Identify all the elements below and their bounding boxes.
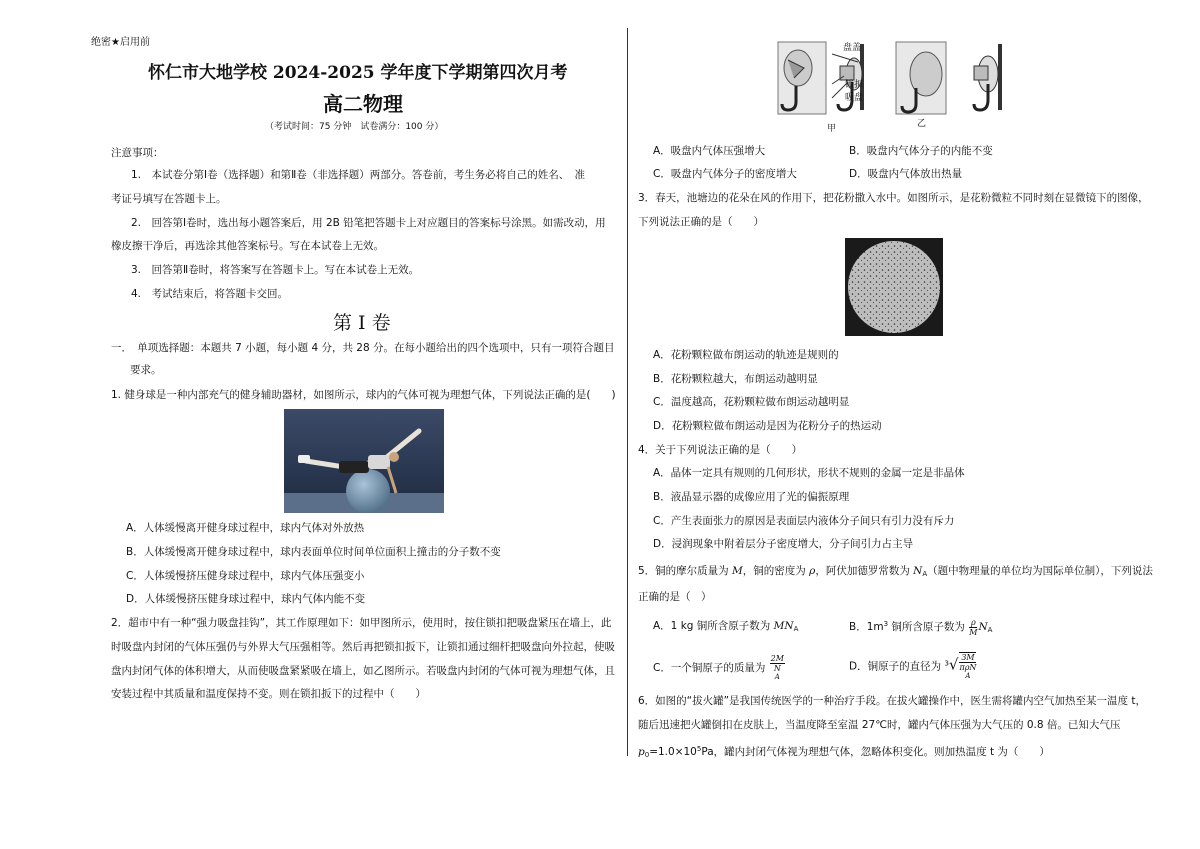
q2-stem-line: 安装过程中其质量和温度保持不变。则在锁扣扳下的过程中（ ） bbox=[111, 688, 426, 700]
q5-stem-line1: 5．铜的摩尔质量为 M，铜的密度为 ρ，阿伏加德罗常数为 $N_A$（题中物理量的单位均为国际单位制），下列说法 bbox=[638, 565, 1153, 578]
q2-stem-line: 2．超市中有一种“强力吸盘挂钩”，其工作原理如下：如甲图所示，使用时，按住锁扣把吸盘紧压在墙上，此 bbox=[111, 617, 612, 629]
q4-option-c: C．产生表面张力的原因是表面层内液体分子间只有引力没有斥力 bbox=[653, 515, 955, 527]
q1-option-c: C．人体缓慢挤压健身球过程中，球内气体压强变小 bbox=[126, 570, 365, 582]
q1-option-a: A．人体缓慢离开健身球过程中，球内气体对外放热 bbox=[126, 522, 365, 534]
q4-option-a: A．晶体一定具有规则的几何形状，形状不规则的金属一定是非晶体 bbox=[653, 467, 965, 479]
note-line: 1. 本试卷分第Ⅰ卷（选择题）和第Ⅱ卷（非选择题）两部分。答卷前，考生务必将自己的姓名、 准 bbox=[131, 169, 586, 181]
q2-stem-line: 时吸盘内封闭的气体压强仍与外界大气压强相等。然后再把锁扣扳下，让锁扣通过细杆把吸盘向外拉起，使吸 bbox=[111, 641, 615, 653]
label-jia: 甲 bbox=[827, 124, 837, 134]
fitness-ball-photo bbox=[284, 409, 444, 513]
q3-option-b: B．花粉颗粒越大，布朗运动越明显 bbox=[653, 373, 818, 385]
q5-option-b: B．$1m^3$ 铜所含原子数为 $\frac{\rho}{M}$ $N_A$ bbox=[849, 617, 993, 637]
part-instruction: 一． 单项选择题：本题共 7 小题，每小题 4 分，共 28 分。在每小题给出的四个选项中，只有一项符合题目 bbox=[111, 342, 615, 354]
q6-stem-line3: $p_0=1.0\times 10^5Pa$，罐内封闭气体视为理想气体，忽略体积变化。则加热温度 t 为（ ） bbox=[638, 745, 1050, 759]
exam-title: 怀仁市大地学校 2024-2025 学年度下学期第四次月考 bbox=[148, 63, 568, 83]
q3-stem-line: 3．春天，池塘边的花朵在风的作用下，把花粉撒入水中。如图所示，是花粉微粒不同时刻在显微镜下的图像， bbox=[638, 192, 1149, 204]
column-divider bbox=[627, 28, 628, 756]
q5-option-a: A．1 kg 铜所含原子数为 $MN_A$ bbox=[653, 620, 799, 633]
q2-option-a: A．吸盘内气体压强增大 bbox=[653, 145, 766, 157]
q1-option-b: B．人体缓慢离开健身球过程中，球内表面单位时间单位面积上撞击的分子数不变 bbox=[126, 546, 501, 558]
part-instruction: 要求。 bbox=[130, 364, 162, 376]
q4-option-b: B．液晶显示器的成像应用了光的偏振原理 bbox=[653, 491, 850, 503]
q2-option-b: B．吸盘内气体分子的内能不变 bbox=[849, 145, 993, 157]
notes-heading: 注意事项： bbox=[111, 147, 164, 159]
label-yi: 乙 bbox=[917, 119, 927, 129]
q3-option-c: C．温度越高，花粉颗粒做布朗运动越明显 bbox=[653, 396, 850, 408]
q5-option-d: D．铜原子的直径为 $^3$√ 3M πρN A bbox=[849, 653, 977, 680]
q2-stem-line: 盘内封闭气体的体积增大，从而使吸盘紧紧吸在墙上，如乙图所示。若吸盘内封闭的气体可视为理想气体，且 bbox=[111, 665, 615, 677]
q1-option-d: D．人体缓慢挤压健身球过程中，球内气体内能不变 bbox=[126, 593, 366, 605]
note-line: 4. 考试结束后，将答题卡交回。 bbox=[131, 288, 289, 300]
label-pan: 盘盖 bbox=[843, 43, 862, 53]
q3-stem-line: 下列说法正确的是（ ） bbox=[638, 216, 764, 228]
q6-stem-line1: 6．如图的“拔火罐”是我国传统医学的一种治疗手段。在拔火罐操作中，医生需将罐内空气加热至某一温度 t， bbox=[638, 695, 1147, 707]
label-lock: 锁扣 bbox=[845, 80, 864, 90]
q3-option-d: D．花粉颗粒做布朗运动是因为花粉分子的热运动 bbox=[653, 420, 882, 432]
subject-title: 高二物理 bbox=[323, 92, 403, 116]
section-title: 第 I 卷 bbox=[333, 312, 391, 334]
q2-option-c: C．吸盘内气体分子的密度增大 bbox=[653, 168, 797, 180]
suction-hook-figure bbox=[776, 38, 1006, 130]
exam-info: （考试时间：75 分钟 试卷满分：100 分） bbox=[265, 122, 444, 132]
label-cup: 吸盘 bbox=[845, 93, 864, 103]
microscope-image bbox=[845, 238, 943, 336]
q1-stem: 1. 健身球是一种内部充气的健身辅助器材，如图所示，球内的气体可视为理想气体，下列说法正确的是( ) bbox=[111, 389, 616, 401]
q4-stem: 4．关于下列说法正确的是（ ） bbox=[638, 444, 803, 456]
note-line: 考证号填写在答题卡上。 bbox=[111, 193, 227, 205]
q5-stem-line2: 正确的是（ ） bbox=[638, 591, 712, 603]
note-line: 3. 回答第Ⅱ卷时，将答案写在答题卡上。写在本试卷上无效。 bbox=[131, 264, 420, 276]
q4-option-d: D．浸润现象中附着层分子密度增大，分子间引力占主导 bbox=[653, 538, 914, 550]
note-line: 2. 回答第Ⅰ卷时，选出每小题答案后，用 2B 铅笔把答题卡上对应题目的答案标号涂黑。如需改动，用 bbox=[131, 217, 606, 229]
secret-mark: 绝密★启用前 bbox=[91, 37, 150, 48]
q5-option-c: C．一个铜原子的质量为 2M N A bbox=[653, 654, 784, 681]
q2-option-d: D．吸盘内气体放出热量 bbox=[849, 168, 963, 180]
note-line: 橡皮擦干净后，再选涂其他答案标号。写在本试卷上无效。 bbox=[111, 240, 384, 252]
q6-stem-line2: 随后迅速把火罐倒扣在皮肤上，当温度降至室温 27℃时，罐内气体压强为大气压的 0.8 倍。已知大气压 bbox=[638, 719, 1121, 731]
q3-option-a: A．花粉颗粒做布朗运动的轨迹是规则的 bbox=[653, 349, 839, 361]
